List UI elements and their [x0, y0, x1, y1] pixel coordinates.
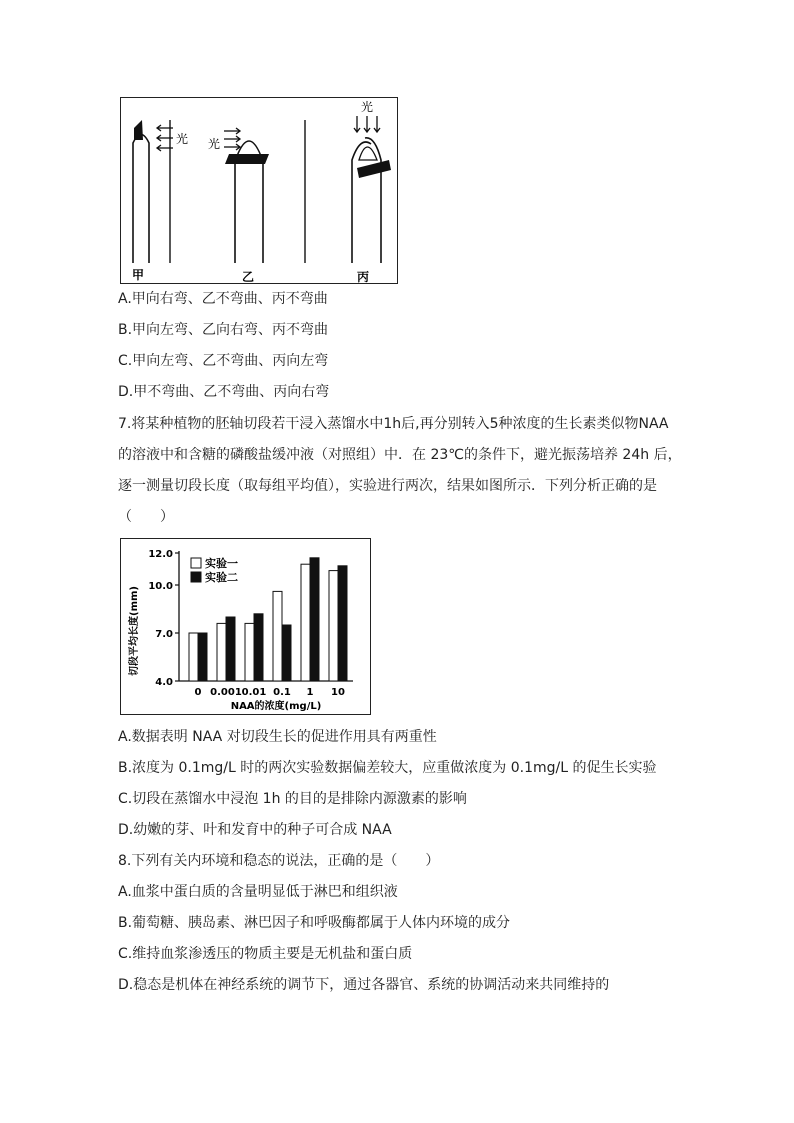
chart-xlabel: NAA的浓度(mg/L) [230, 701, 322, 712]
q7-option-d: D.幼嫩的芽、叶和发育中的种子可合成 NAA [118, 822, 392, 838]
bar-series-2-0 [198, 633, 207, 681]
q7-option-a: A.数据表明 NAA 对切段生长的促进作用具有两重性 [118, 729, 437, 745]
q8-option-a: A.血浆中蛋白质的含量明显低于淋巴和组织液 [118, 884, 398, 900]
q7-stem-line-3: 逐一测量切段长度（取每组平均值），实验进行两次，结果如图所示．下列分析正确的是 [118, 478, 657, 494]
x-tick-label: 0.01 [241, 687, 267, 698]
light-label-jia: 光 [176, 132, 189, 146]
x-tick-label: 10 [331, 687, 345, 698]
bar-series-2-0.001 [226, 617, 235, 681]
q8-option-c: C.维持血浆渗透压的物质主要是无机盐和蛋白质 [118, 946, 413, 962]
naa-chart-figure [120, 538, 371, 715]
bar-series-1-0.01 [245, 623, 254, 681]
coleoptile-diagram [121, 98, 397, 283]
x-tick-label: 0.1 [273, 687, 291, 698]
x-tick-label: 0 [194, 687, 202, 698]
light-label-yi: 光 [208, 137, 221, 151]
x-tick-label: 1 [306, 687, 314, 698]
q6-option-c: C.甲向左弯、乙不弯曲、丙向左弯 [118, 353, 329, 369]
light-arrows-bing [354, 116, 380, 132]
bar-series-1-0.1 [273, 591, 282, 681]
q7-option-b: B.浓度为 0.1mg/L 时的两次实验数据偏差较大，应重做浓度为 0.1mg/L 的促生长实验 [118, 760, 657, 776]
label-jia: 甲 [132, 268, 145, 282]
q8-stem: 8.下列有关内环境和稳态的说法，正确的是（ ） [118, 853, 440, 869]
y-tick-label: 10.0 [148, 581, 173, 592]
bar-series-2-1 [310, 558, 319, 681]
bar-series-1-10 [329, 571, 338, 681]
q6-option-d: D.甲不弯曲、乙不弯曲、丙向右弯 [118, 384, 330, 400]
coleoptile-bing [352, 99, 391, 263]
bar-series-2-10 [338, 566, 347, 681]
bar-series-1-0 [189, 633, 198, 681]
legend-label-2: 实验二 [205, 571, 238, 584]
q8-option-d: D.稳态是机体在神经系统的调节下，通过各器官、系统的协调活动来共同维持的 [118, 977, 610, 993]
label-yi: 乙 [242, 270, 255, 283]
chart-legend [191, 556, 238, 584]
coleoptile-figure [120, 97, 398, 284]
light-arrows-yi [224, 128, 240, 150]
x-tick-label: 0.001 [210, 687, 242, 698]
y-tick-label: 7.0 [155, 629, 173, 640]
q7-stem-line-2: 的溶液中和含糖的磷酸盐缓冲液（对照组）中．在 23℃的条件下，避光振荡培养 24h 后， [118, 447, 682, 463]
q7-stem-line-1: 7.将某种植物的胚轴切段若干浸入蒸馏水中1h后,再分别转入5种浓度的生长素类似物NAA [118, 416, 669, 432]
bar-series-1-1 [301, 564, 310, 681]
coleoptile-yi [208, 120, 305, 263]
q7-stem-line-4: （ ） [118, 509, 174, 525]
q8-option-b: B.葡萄糖、胰岛素、淋巴因子和呼吸酶都属于人体内环境的成分 [118, 915, 511, 931]
label-bing: 丙 [357, 270, 370, 283]
legend-swatch-1 [191, 558, 201, 568]
naa-bar-chart [121, 539, 370, 714]
q7-option-c: C.切段在蒸馏水中浸泡 1h 的目的是排除内源激素的影响 [118, 791, 467, 807]
coleoptile-jia [133, 120, 188, 263]
bar-series-1-0.001 [217, 623, 226, 681]
bar-series-2-0.1 [282, 625, 291, 681]
q6-option-b: B.甲向左弯、乙向右弯、丙不弯曲 [118, 322, 329, 338]
y-tick-label: 4.0 [155, 677, 173, 688]
bar-series-2-0.01 [254, 614, 263, 681]
legend-swatch-2 [191, 572, 201, 582]
light-label-bing: 光 [361, 100, 374, 114]
y-tick-label: 12.0 [148, 549, 173, 560]
legend-label-1: 实验一 [205, 557, 238, 570]
q6-option-a: A.甲向右弯、乙不弯曲、丙不弯曲 [118, 291, 328, 307]
chart-ylabel: 切段平均长度(mm) [129, 586, 140, 676]
